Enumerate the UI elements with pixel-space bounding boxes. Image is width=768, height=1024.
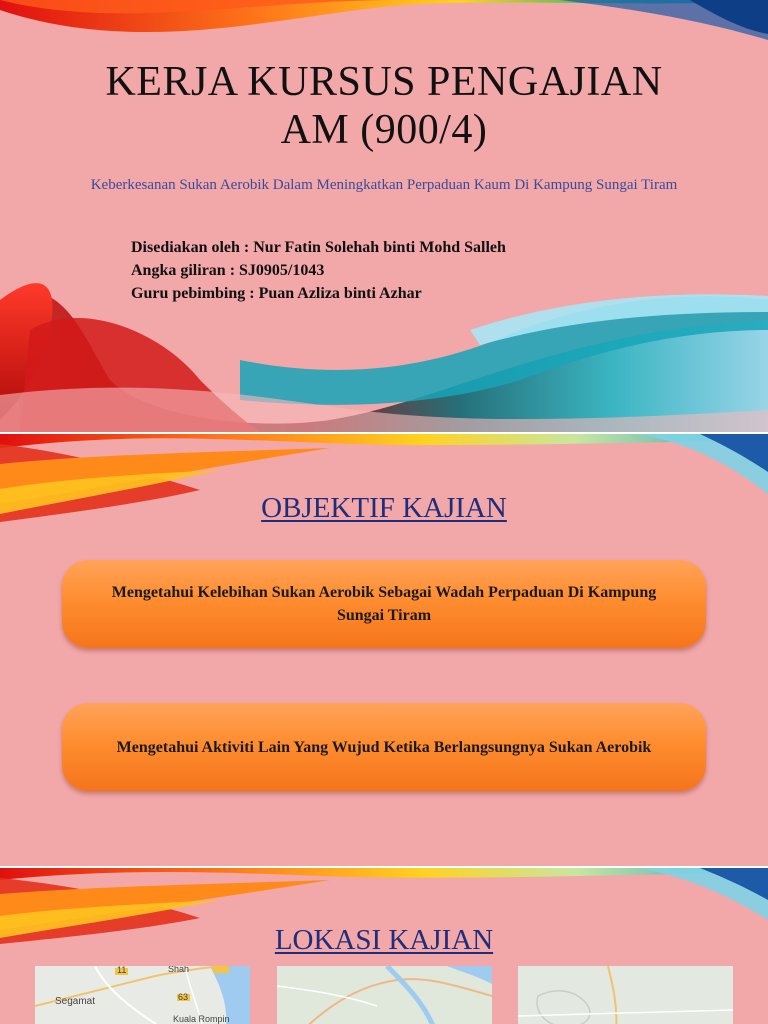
map-graphic (518, 966, 733, 1024)
objective-text: Mengetahui Kelebihan Sukan Aerobik Sebagai Wadah Perpaduan Di Kampung Sungai Tiram (111, 584, 657, 624)
map-image (277, 966, 492, 1024)
location-slide (0, 868, 768, 1024)
supervisor: Guru pebimbing : Puan Azliza binti Azhar (131, 285, 422, 302)
title-slide (0, 0, 768, 432)
page-title: KERJA KURSUS PENGAJIAN AM (900/4) (105, 59, 663, 153)
section-heading: OBJEKTIF KAJIAN (261, 492, 507, 524)
map-image (518, 966, 733, 1024)
town-label: Kuala Rompin (173, 1014, 230, 1024)
objective-text: Mengetahui Aktiviti Lain Yang Wujud Ketika Berlangsungnya Sukan Aerobik (116, 738, 652, 756)
objective-box (62, 560, 706, 648)
route-label: 63 (178, 992, 189, 1002)
objective-box (62, 703, 706, 791)
town-label: Shah (168, 966, 190, 974)
route-label: 11 (117, 966, 127, 975)
objectives-slide (0, 434, 768, 866)
town-label: Segamat (55, 996, 96, 1007)
author-info (131, 236, 506, 305)
index-number: Angka giliran : SJ0905/1043 (131, 262, 325, 279)
section-heading: LOKASI KAJIAN (274, 924, 494, 956)
subtitle: Keberkesanan Sukan Aerobik Dalam Meningkatkan Perpaduan Kaum Di Kampung Sungai Tiram (90, 177, 678, 193)
map-graphic (277, 966, 492, 1024)
map-image (35, 966, 250, 1024)
prepared-by: Disediakan oleh : Nur Fatin Solehah binti Mohd Salleh (131, 239, 506, 256)
